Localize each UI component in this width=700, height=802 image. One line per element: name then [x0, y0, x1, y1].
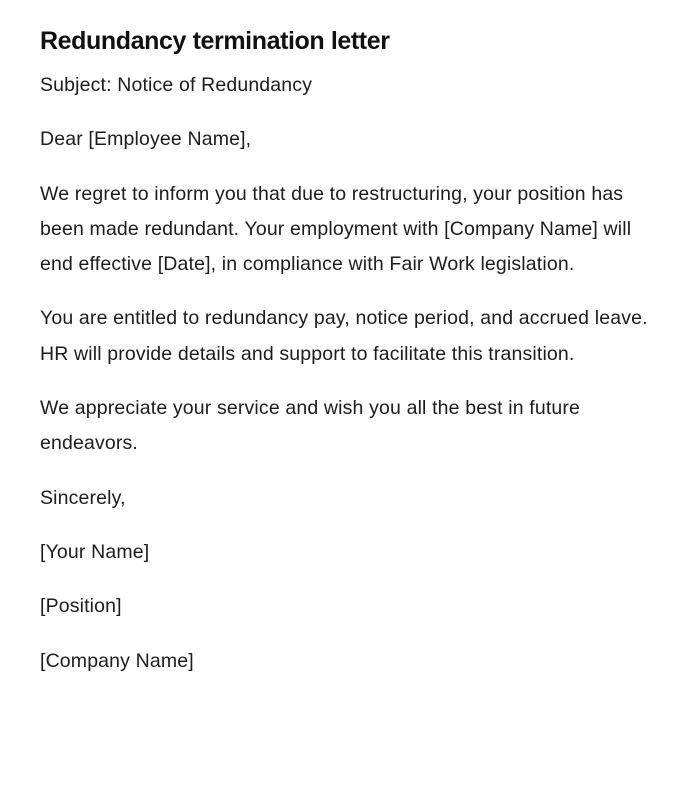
letter-salutation: Dear [Employee Name],	[40, 128, 252, 151]
signature-position: [Position]	[40, 595, 122, 618]
letter-paragraph-entitlements: You are entitled to redundancy pay, notice period, and accrued leave. HR will provide details and support to facilitate this transition.	[40, 307, 648, 365]
letter-subject: Subject: Notice of Redundancy	[40, 74, 313, 96]
letter-closing: Sincerely,	[40, 486, 126, 509]
signature-company: [Company Name]	[40, 649, 194, 672]
signature-name: [Your Name]	[40, 540, 150, 563]
letter-paragraph-appreciation: We appreciate your service and wish you all the best in future endeavors.	[40, 397, 581, 455]
letter-paragraph-redundancy-notice: We regret to inform you that due to restructuring, your position has been made redundant. Your employment with [Company Name] will end effective [Date], in compliance with Fair Work legislation.	[40, 182, 632, 276]
letter-title: Redundancy termination letter	[40, 27, 390, 55]
